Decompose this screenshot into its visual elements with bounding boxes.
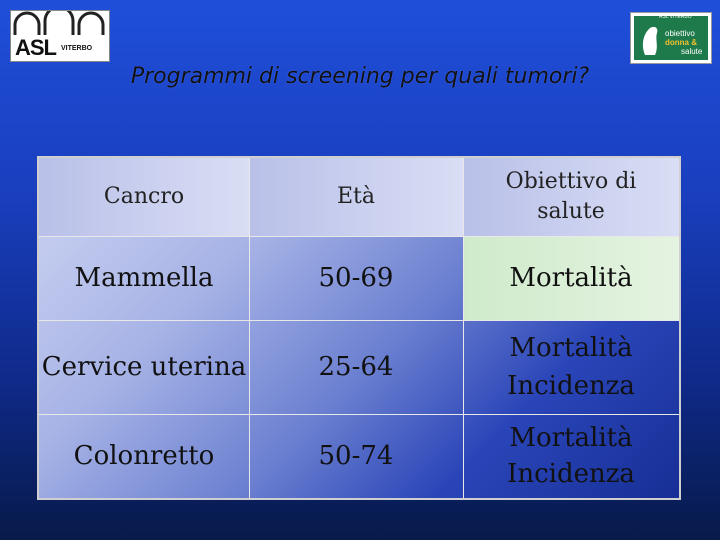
header-cancro: Cancro — [39, 158, 249, 236]
cell-cancro-mammella: Mammella — [74, 263, 214, 293]
cell-cancro-cervice: Cervice uterina — [41, 352, 247, 382]
cell-eta-cervice: 25-64 — [318, 352, 394, 382]
column-divider — [463, 158, 464, 498]
obiettivo-incidenza: Incidenza — [507, 459, 635, 489]
logo-word-donna: donna & — [665, 38, 697, 47]
screening-table — [37, 156, 681, 500]
logo-word-obiettivo: obiettivo — [665, 29, 695, 38]
column-divider — [249, 158, 250, 498]
row-divider — [39, 414, 679, 415]
header-obiettivo — [463, 158, 679, 236]
cell-eta-colonretto: 50-74 — [318, 441, 394, 471]
logo-city: VITERBO — [61, 45, 93, 52]
asl-viterbo-logo — [10, 10, 110, 62]
cell-eta-mammella: 50-69 — [318, 263, 394, 293]
header-obiettivo-label: Obiettivo di salute — [505, 169, 637, 224]
cell-cancro-colonretto: Colonretto — [73, 441, 215, 471]
row-divider — [39, 320, 679, 321]
logo-brand: ASL — [15, 35, 56, 60]
cell-obiettivo-cervice — [463, 320, 679, 414]
logo-word-salute: salute — [681, 47, 703, 56]
logo-top-text: ASL VITERBO — [659, 14, 692, 20]
arches-icon — [11, 11, 109, 35]
slide-title: Programmi di screening per quali tumori? — [130, 64, 590, 89]
obiettivo-mortalita: Mortalità — [509, 423, 633, 453]
woman-figure-icon — [637, 21, 665, 57]
obiettivo-incidenza: Incidenza — [507, 371, 635, 401]
obiettivo-mortalita: Mortalità — [509, 263, 633, 293]
cell-obiettivo-colonretto — [463, 414, 679, 498]
row-divider — [39, 236, 679, 237]
obiettivo-mortalita: Mortalità — [509, 333, 633, 363]
obiettivo-donna-salute-logo — [630, 12, 712, 64]
header-eta: Età — [249, 158, 463, 236]
cell-obiettivo-mammella — [463, 236, 679, 320]
